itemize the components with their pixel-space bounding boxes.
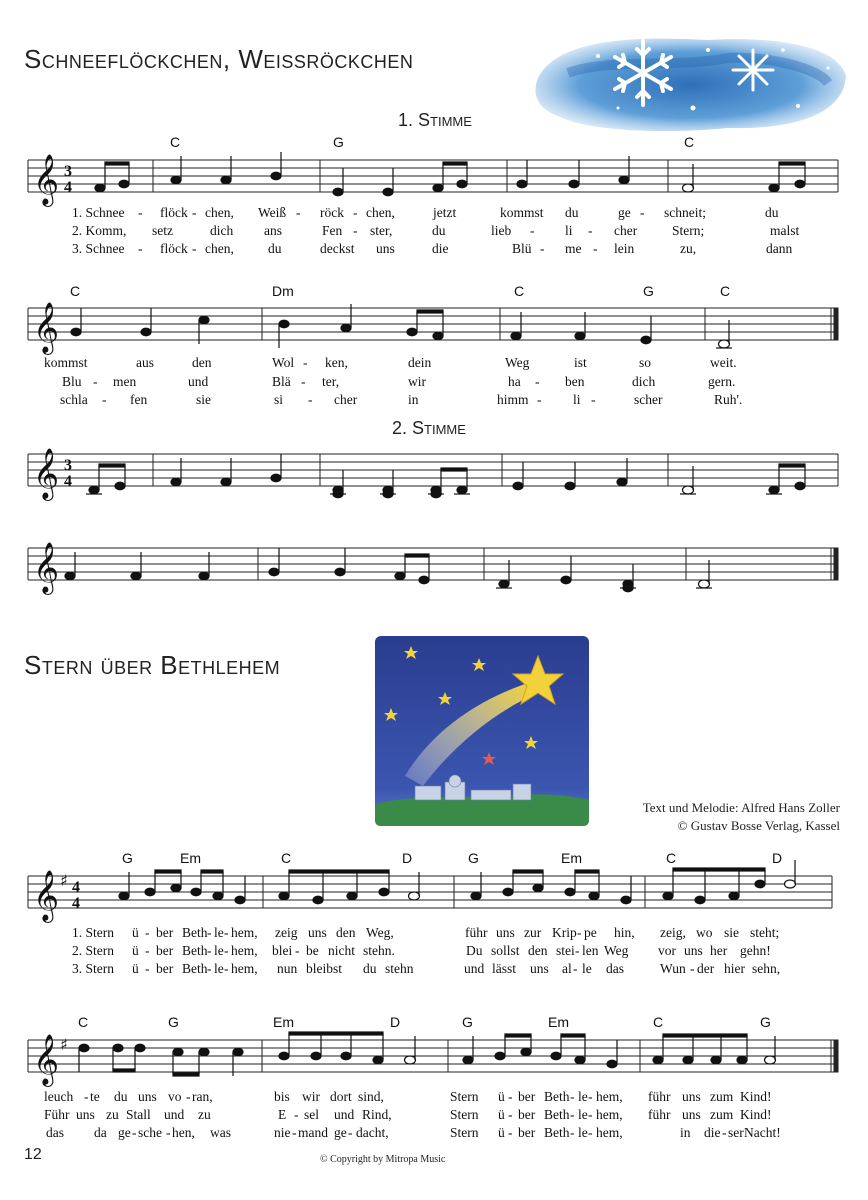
lyric: ü xyxy=(498,1107,505,1122)
svg-text:4: 4 xyxy=(72,879,80,896)
lyric: und xyxy=(188,374,209,389)
chord: Em xyxy=(548,1014,569,1030)
lyric: Beth xyxy=(544,1107,570,1122)
lyric: ster, xyxy=(370,223,393,238)
lyric: hem, xyxy=(231,925,258,940)
lyric: Beth xyxy=(182,943,208,958)
lyric: Stern xyxy=(450,1089,479,1104)
lyric: le xyxy=(582,961,592,976)
lyric: Weiß xyxy=(258,205,287,220)
staff-song1-voice1-system2 xyxy=(0,298,868,353)
lyric: ber xyxy=(156,961,174,976)
lyric: Stern xyxy=(450,1107,479,1122)
lyric: sche xyxy=(138,1125,162,1140)
lyric: ü xyxy=(498,1125,505,1140)
lyric: - xyxy=(588,1089,593,1104)
lyric: sel xyxy=(304,1107,319,1122)
lyric: - xyxy=(292,1125,297,1140)
credit-publisher: © Gustav Bosse Verlag, Kassel xyxy=(677,818,840,833)
lyric: flöck xyxy=(160,205,188,220)
note-group xyxy=(95,152,805,196)
lyric: 3. Stern xyxy=(72,961,114,976)
lyric: men xyxy=(113,374,137,389)
chord: C xyxy=(684,134,695,150)
lyric: führ xyxy=(648,1089,671,1104)
lyric: hem, xyxy=(231,961,258,976)
lyric: Weg, xyxy=(366,925,394,940)
chord: G xyxy=(122,850,133,866)
lyric: Beth xyxy=(544,1089,570,1104)
lyric: - xyxy=(537,392,542,407)
lyric: 3. Schnee xyxy=(72,241,125,256)
treble-clef-icon: 𝄞 xyxy=(33,870,60,921)
lyric: vo xyxy=(168,1089,182,1104)
staff-song2-system2 xyxy=(0,1030,868,1086)
lyric: le xyxy=(214,943,224,958)
lyric: - xyxy=(192,241,197,256)
lyric: wo xyxy=(696,925,713,940)
lyric: Weg xyxy=(505,355,530,370)
lyric: stehn. xyxy=(363,943,395,958)
svg-text:4: 4 xyxy=(72,895,80,912)
lyric: ge xyxy=(118,1125,131,1140)
lyric: - xyxy=(570,1089,575,1104)
lyric: der xyxy=(697,961,715,976)
lyric: da xyxy=(94,1125,107,1140)
lyric: dich xyxy=(632,374,656,389)
lyric: le xyxy=(214,925,224,940)
lyric: ü xyxy=(498,1089,505,1104)
lyric: E xyxy=(278,1107,287,1122)
song2-title: Stern über Bethlehem xyxy=(24,650,281,680)
lyric: uns xyxy=(376,241,395,256)
lyric: weit. xyxy=(710,355,737,370)
lyric: lässt xyxy=(492,961,517,976)
lyric: ist xyxy=(574,355,587,370)
lyric: führ xyxy=(465,925,488,940)
chord: G xyxy=(468,850,479,866)
lyric: al xyxy=(562,961,572,976)
lyric: nun xyxy=(277,961,298,976)
lyric: - xyxy=(722,1125,727,1140)
lyric: dort xyxy=(330,1089,352,1104)
lyric: hen, xyxy=(172,1125,195,1140)
lyric: ü xyxy=(132,925,139,940)
lyric: zum xyxy=(710,1107,734,1122)
lyric: - xyxy=(186,1089,191,1104)
lyric: - xyxy=(145,943,150,958)
chord: Dm xyxy=(272,283,294,299)
lyric: Blä xyxy=(272,374,291,389)
lyric: li xyxy=(565,223,573,238)
lyric: sind, xyxy=(358,1089,384,1104)
lyric: le xyxy=(578,1107,588,1122)
lyric: hem, xyxy=(596,1107,623,1122)
lyric: Stern xyxy=(450,1125,479,1140)
lyric: ans xyxy=(264,223,282,238)
lyric: - xyxy=(296,205,301,220)
lyric: zeig xyxy=(275,925,298,940)
lyric: stei xyxy=(556,943,575,958)
lyric: - xyxy=(577,925,582,940)
lyric: in xyxy=(680,1125,691,1140)
lyric: nie xyxy=(274,1125,291,1140)
lyric: aus xyxy=(136,355,154,370)
lyric: uns xyxy=(682,1089,701,1104)
lyric: hin, xyxy=(614,925,635,940)
lyric: dich xyxy=(210,223,234,238)
lyric: kommst xyxy=(500,205,544,220)
lyric: du xyxy=(363,961,377,976)
lyric: wir xyxy=(302,1089,320,1104)
chord: C xyxy=(281,850,292,866)
lyric: zu, xyxy=(680,241,697,256)
lyric: me xyxy=(565,241,582,256)
lyric: le xyxy=(578,1089,588,1104)
lyric: schla xyxy=(60,392,88,407)
lyric: - xyxy=(540,241,545,256)
credit-text-melody: Text und Melodie: Alfred Hans Zoller xyxy=(642,800,840,815)
voice1-label: 1. Stimme xyxy=(398,110,472,130)
staff-song2-system1 xyxy=(0,866,868,922)
lyric: - xyxy=(593,241,598,256)
lyric: li xyxy=(573,392,581,407)
lyric: den xyxy=(336,925,356,940)
lyric: te xyxy=(90,1089,100,1104)
lyric: - xyxy=(508,1125,513,1140)
lyric: - xyxy=(132,1125,137,1140)
staff-song1-voice2-system1 xyxy=(0,444,868,504)
lyric: nicht xyxy=(328,943,355,958)
lyric: ber xyxy=(518,1125,536,1140)
lyric: ha xyxy=(508,374,521,389)
lyric: Krip xyxy=(552,925,577,940)
note-group xyxy=(79,1032,776,1076)
lyric: uns xyxy=(530,961,549,976)
chord: C xyxy=(514,283,525,299)
lyric: zeig, xyxy=(660,925,686,940)
lyric: leuch xyxy=(44,1089,74,1104)
lyric: wir xyxy=(408,374,426,389)
chord: D xyxy=(402,850,413,866)
lyric: - xyxy=(575,943,580,958)
lyric: deckst xyxy=(320,241,355,256)
chord: G xyxy=(333,134,344,150)
lyric: Wol xyxy=(272,355,295,370)
lyric: was xyxy=(210,1125,231,1140)
lyric: - xyxy=(207,943,212,958)
lyric: ge xyxy=(334,1125,347,1140)
lyric: lein xyxy=(614,241,635,256)
chord: C xyxy=(170,134,181,150)
lyric: Ruh'. xyxy=(714,392,743,407)
lyric: ser xyxy=(728,1125,744,1140)
chord: D xyxy=(390,1014,401,1030)
page-number: 12 xyxy=(24,1146,42,1163)
lyric: - xyxy=(301,374,306,389)
lyric: - xyxy=(224,943,229,958)
lyric: jetzt xyxy=(433,205,457,220)
lyric: und xyxy=(164,1107,185,1122)
lyric: gehn! xyxy=(740,943,771,958)
lyric: - xyxy=(570,1125,575,1140)
lyric: in xyxy=(408,392,419,407)
lyric: mand xyxy=(298,1125,328,1140)
lyric: hem, xyxy=(596,1089,623,1104)
snowflake-icon xyxy=(733,50,773,90)
staff-song1-voice2-system2 xyxy=(0,538,868,598)
lyric: du xyxy=(114,1089,128,1104)
lyric: bis xyxy=(274,1089,290,1104)
lyric: himm xyxy=(497,392,529,407)
lyric: - xyxy=(145,961,150,976)
chord: Em xyxy=(273,1014,294,1030)
lyric: hem, xyxy=(231,943,258,958)
lyric: - xyxy=(207,925,212,940)
snowflake-illustration xyxy=(528,28,848,138)
lyric: 1. Stern xyxy=(72,925,114,940)
sharp-icon: ♯ xyxy=(60,1035,68,1054)
copyright-notice: © Copyright by Mitropa Music xyxy=(320,1154,446,1165)
svg-text:3: 3 xyxy=(64,457,72,474)
lyric: fen xyxy=(130,392,148,407)
lyric: du xyxy=(765,205,779,220)
lyric: - xyxy=(207,961,212,976)
lyric: stehn xyxy=(385,961,414,976)
lyric: be xyxy=(306,943,319,958)
sharp-icon: ♯ xyxy=(60,871,68,890)
lyric: uns xyxy=(138,1089,157,1104)
lyric: Rind, xyxy=(362,1107,392,1122)
lyric: 2. Stern xyxy=(72,943,114,958)
lyric: - xyxy=(294,1107,299,1122)
lyric: blei xyxy=(272,943,293,958)
lyric: len xyxy=(582,943,599,958)
chord: C xyxy=(666,850,677,866)
lyric: - xyxy=(353,205,358,220)
chord: G xyxy=(760,1014,771,1030)
lyric: Stern; xyxy=(672,223,705,238)
lyric: zur xyxy=(524,925,542,940)
lyric: - xyxy=(690,961,695,976)
lyric: - xyxy=(508,1107,513,1122)
treble-clef-icon: 𝄞 xyxy=(33,1034,60,1085)
lyric: ber xyxy=(156,925,174,940)
lyric: ber xyxy=(156,943,174,958)
lyric: ran, xyxy=(192,1089,213,1104)
lyric: ge xyxy=(618,205,631,220)
treble-clef-icon: 𝄞 xyxy=(33,448,60,499)
lyric: setz xyxy=(152,223,173,238)
lyric: den xyxy=(528,943,548,958)
lyric: zum xyxy=(710,1089,734,1104)
lyric: das xyxy=(46,1125,64,1140)
lyric: chen, xyxy=(205,205,234,220)
lyric: dann xyxy=(766,241,793,256)
lyric: - xyxy=(138,205,143,220)
lyric: röck xyxy=(320,205,344,220)
lyric: flöck xyxy=(160,241,188,256)
lyric: Beth xyxy=(544,1125,570,1140)
lyric: ben xyxy=(565,374,585,389)
staff-song1-voice1-system1 xyxy=(0,150,868,205)
lyric: - xyxy=(102,392,107,407)
lyric: Kind! xyxy=(740,1107,772,1122)
lyric: lieb xyxy=(491,223,512,238)
lyric: dacht, xyxy=(356,1125,389,1140)
star-of-bethlehem-illustration xyxy=(375,636,589,826)
lyric: scher xyxy=(634,392,663,407)
lyric: kommst xyxy=(44,355,88,370)
lyric: - xyxy=(93,374,98,389)
lyric: - xyxy=(84,1089,89,1104)
lyric: uns xyxy=(682,1107,701,1122)
lyric: malst xyxy=(770,223,800,238)
lyric: chen, xyxy=(205,241,234,256)
lyric: - xyxy=(640,205,645,220)
voice2-label: 2. Stimme xyxy=(392,418,466,438)
lyric: die xyxy=(704,1125,721,1140)
lyric: hier xyxy=(724,961,745,976)
lyric: her xyxy=(710,943,728,958)
lyric: cher xyxy=(614,223,638,238)
lyric: du xyxy=(432,223,446,238)
svg-text:4: 4 xyxy=(64,179,72,196)
lyric: Beth xyxy=(182,925,208,940)
lyric: Du xyxy=(466,943,483,958)
lyric: Blu xyxy=(62,374,82,389)
svg-text:4: 4 xyxy=(64,473,72,490)
lyric: zu xyxy=(198,1107,211,1122)
lyric: - xyxy=(535,374,540,389)
lyric: ken, xyxy=(325,355,348,370)
lyric: Beth xyxy=(182,961,208,976)
lyric: sehn, xyxy=(752,961,781,976)
lyric: uns xyxy=(76,1107,95,1122)
lyric: Weg xyxy=(604,943,629,958)
chord: C xyxy=(70,283,81,299)
lyric: so xyxy=(639,355,652,370)
lyric: - xyxy=(224,925,229,940)
lyric: le xyxy=(214,961,224,976)
lyric: - xyxy=(166,1125,171,1140)
lyric: - xyxy=(145,925,150,940)
lyric: ü xyxy=(132,943,139,958)
lyric: - xyxy=(192,205,197,220)
lyric: steht; xyxy=(750,925,780,940)
treble-clef-icon: 𝄞 xyxy=(33,154,60,205)
treble-clef-icon: 𝄞 xyxy=(33,302,60,353)
note-group xyxy=(119,860,796,904)
lyric: du xyxy=(268,241,282,256)
chord: Em xyxy=(561,850,582,866)
lyric: uns xyxy=(684,943,703,958)
lyric: gern. xyxy=(708,374,736,389)
chord: G xyxy=(168,1014,179,1030)
lyric: chen, xyxy=(366,205,395,220)
lyric: 1. Schnee xyxy=(72,205,125,220)
lyric: den xyxy=(192,355,212,370)
lyric: uns xyxy=(496,925,515,940)
lyric: - xyxy=(573,961,578,976)
svg-text:3: 3 xyxy=(64,163,72,180)
lyric: ber xyxy=(518,1089,536,1104)
lyric: sie xyxy=(196,392,211,407)
lyric: pe xyxy=(584,925,597,940)
chord: C xyxy=(78,1014,89,1030)
lyric: - xyxy=(224,961,229,976)
lyric: die xyxy=(432,241,449,256)
lyric: hem, xyxy=(596,1125,623,1140)
lyric: Fen xyxy=(322,223,343,238)
lyric: sollst xyxy=(491,943,520,958)
lyric: - xyxy=(295,943,300,958)
lyric: - xyxy=(138,241,143,256)
note-group xyxy=(86,454,805,498)
lyric: Blü xyxy=(512,241,532,256)
lyric: - xyxy=(353,223,358,238)
chord: D xyxy=(772,850,783,866)
chord: C xyxy=(653,1014,664,1030)
lyric: - xyxy=(570,1107,575,1122)
lyric: zu xyxy=(106,1107,119,1122)
lyric: - xyxy=(588,223,593,238)
lyric: - xyxy=(508,1089,513,1104)
lyric: - xyxy=(308,392,313,407)
lyric: und xyxy=(464,961,485,976)
lyric: - xyxy=(588,1107,593,1122)
lyric: du xyxy=(565,205,579,220)
lyric: ter, xyxy=(322,374,340,389)
song1-title: Schneeflöckchen, Weissröckchen xyxy=(24,44,414,74)
lyric: - xyxy=(588,1125,593,1140)
lyric: cher xyxy=(334,392,358,407)
lyric: ber xyxy=(518,1107,536,1122)
chord: G xyxy=(643,283,654,299)
chord: G xyxy=(462,1014,473,1030)
lyric: Nacht! xyxy=(744,1125,781,1140)
lyric: - xyxy=(303,355,308,370)
lyric: schneit; xyxy=(664,205,706,220)
lyric: führ xyxy=(648,1107,671,1122)
lyric: - xyxy=(348,1125,353,1140)
lyric: Kind! xyxy=(740,1089,772,1104)
lyric: Führ xyxy=(44,1107,70,1122)
lyric: le xyxy=(578,1125,588,1140)
lyric: uns xyxy=(308,925,327,940)
lyric: vor xyxy=(658,943,676,958)
lyric: 2. Komm, xyxy=(72,223,127,238)
lyric: - xyxy=(591,392,596,407)
lyric: das xyxy=(606,961,624,976)
lyric: Wun xyxy=(660,961,686,976)
note-group xyxy=(71,304,732,348)
lyric: sie xyxy=(724,925,739,940)
lyric: ü xyxy=(132,961,139,976)
chord: C xyxy=(720,283,731,299)
lyric: Stall xyxy=(126,1107,151,1122)
lyric: si xyxy=(274,392,284,407)
chord: Em xyxy=(180,850,201,866)
treble-clef-icon: 𝄞 xyxy=(33,542,60,593)
note-group xyxy=(65,548,712,592)
lyric: dein xyxy=(408,355,432,370)
lyric: - xyxy=(530,223,535,238)
lyric: bleibst xyxy=(306,961,342,976)
lyric: und xyxy=(334,1107,355,1122)
